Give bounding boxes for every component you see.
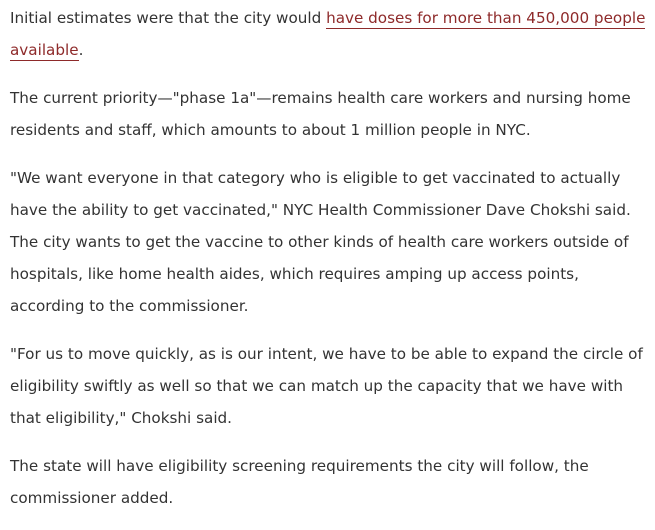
paragraph-initial-estimates xyxy=(10,2,650,66)
paragraph-text: Initial estimates were that the city would xyxy=(10,9,327,27)
paragraph-current-priority: The current priority—"phase 1a"—remains health care workers and nursing home residents and staff, which amounts to about 1 million people in NYC. xyxy=(10,89,631,139)
doses-available-link[interactable]: have doses for more than 450,000 people available xyxy=(10,9,646,59)
paragraph-text: . xyxy=(78,41,84,59)
article-body xyxy=(10,2,650,530)
paragraph-commissioner-quote: "We want everyone in that category who is eligible to get vaccinated to actually have the ability to get vaccinated," NYC Health Commissioner Dave Chokshi said. The city wants to get the vaccine to other kinds of health care workers outside of hospitals, like home health aides, which requires amping up access points, according to the commissioner. xyxy=(10,169,631,315)
paragraph-chokshi-quote: "For us to move quickly, as is our intent, we have to be able to expand the circle of eligibility swiftly as well so that we can match up the capacity that we have with that eligibility," Chokshi said. xyxy=(10,345,643,427)
paragraph-state-requirements: The state will have eligibility screening requirements the city will follow, the commissioner added. xyxy=(10,457,589,507)
